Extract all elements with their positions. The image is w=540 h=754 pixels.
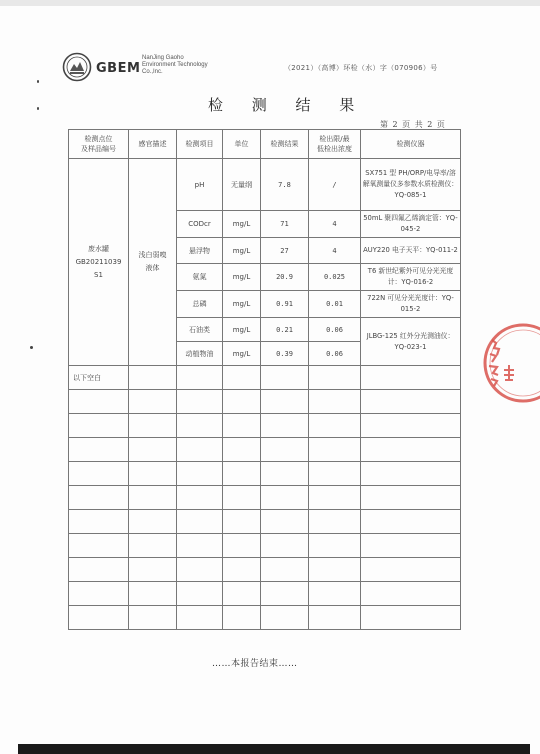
result-cell: 0.91 (261, 291, 309, 318)
instrument-cell: JLBG-125 红外分光测油仪：YQ-023-1 (361, 318, 461, 366)
result-cell: 0.39 (261, 342, 309, 366)
empty-row (69, 390, 461, 414)
limit-cell: 0.025 (309, 264, 361, 291)
instrument-cell: 722N 可见分光光度计：YQ-015-2 (361, 291, 461, 318)
page-indicator: 第 2 页 共 2 页 (380, 120, 446, 129)
empty-row (69, 510, 461, 534)
unit-cell: mg/L (223, 342, 261, 366)
blank-note-row (69, 366, 461, 390)
limit-cell: 4 (309, 238, 361, 264)
empty-row (69, 414, 461, 438)
item-cell: 石油类 (177, 318, 223, 342)
table-row (69, 159, 461, 211)
instrument-cell: 50mL 聚四氟乙烯滴定管：YQ-045-2 (361, 211, 461, 238)
item-cell: pH (177, 159, 223, 211)
header-cell-unit: 单位 (223, 130, 261, 159)
document-number: （2021）（高博）环检（水）字（070906）号 (284, 64, 438, 72)
limit-cell: 0.06 (309, 342, 361, 366)
company-line: Environment Technology (142, 62, 208, 68)
results-table (68, 129, 461, 630)
header-cell-result: 检测结果 (261, 130, 309, 159)
gbem-logo-icon (62, 52, 92, 82)
scan-speck (37, 80, 39, 83)
company-seal-stamp (478, 318, 540, 408)
sample-id-cell: 废水罐 GB20211039 S1 (69, 159, 129, 366)
company-line: NanJing Gaoho (142, 55, 184, 61)
instrument-cell: AUY220 电子天平：YQ-011-2 (361, 238, 461, 264)
empty-row (69, 438, 461, 462)
limit-cell: 0.01 (309, 291, 361, 318)
scan-speck (30, 346, 33, 349)
header-cell-sensory: 感官描述 (129, 130, 177, 159)
empty-row (69, 534, 461, 558)
empty-row (69, 486, 461, 510)
result-cell: 0.21 (261, 318, 309, 342)
empty-row (69, 558, 461, 582)
item-cell: CODcr (177, 211, 223, 238)
result-cell: 7.8 (261, 159, 309, 211)
unit-cell: mg/L (223, 238, 261, 264)
instrument-cell: T6 新世纪紫外可见分光光度计：YQ-016-2 (361, 264, 461, 291)
header-cell-item: 检测项目 (177, 130, 223, 159)
instrument-cell: SX751 型 PH/ORP/电导率/溶解氧测量仪多参数水质检测仪：YQ-085-1 (361, 159, 461, 211)
unit-cell: mg/L (223, 291, 261, 318)
company-line: Co.,Inc. (142, 69, 163, 75)
table-header-row (69, 130, 461, 159)
unit-cell: 无量纲 (223, 159, 261, 211)
item-cell: 动植物油 (177, 342, 223, 366)
empty-row (69, 462, 461, 486)
result-cell: 71 (261, 211, 309, 238)
item-cell: 总磷 (177, 291, 223, 318)
item-cell: 氨氮 (177, 264, 223, 291)
limit-cell: / (309, 159, 361, 211)
result-cell: 27 (261, 238, 309, 264)
report-end-note: ……本报告结束…… (212, 659, 298, 669)
empty-row (69, 582, 461, 606)
logo-wordmark: GBEM (96, 61, 141, 76)
sensory-cell: 浅白弱嗅 液体 (129, 159, 177, 366)
unit-cell: mg/L (223, 264, 261, 291)
limit-cell: 4 (309, 211, 361, 238)
unit-cell: mg/L (223, 318, 261, 342)
empty-row (69, 606, 461, 630)
company-name (142, 55, 208, 76)
header-cell-limit: 检出限/最 低检出浓度 (309, 130, 361, 159)
limit-cell: 0.06 (309, 318, 361, 342)
result-cell: 20.9 (261, 264, 309, 291)
scan-edge-top (0, 0, 540, 6)
report-title: 检 测 结 果 (208, 96, 367, 114)
unit-cell: mg/L (223, 211, 261, 238)
scan-speck (37, 107, 39, 110)
scan-edge-bottom (18, 744, 530, 754)
header-cell-instrument: 检测仪器 (361, 130, 461, 159)
blank-note-cell: 以下空白 (69, 366, 129, 390)
header-cell-sample: 检测点位 及样品编号 (69, 130, 129, 159)
item-cell: 悬浮物 (177, 238, 223, 264)
